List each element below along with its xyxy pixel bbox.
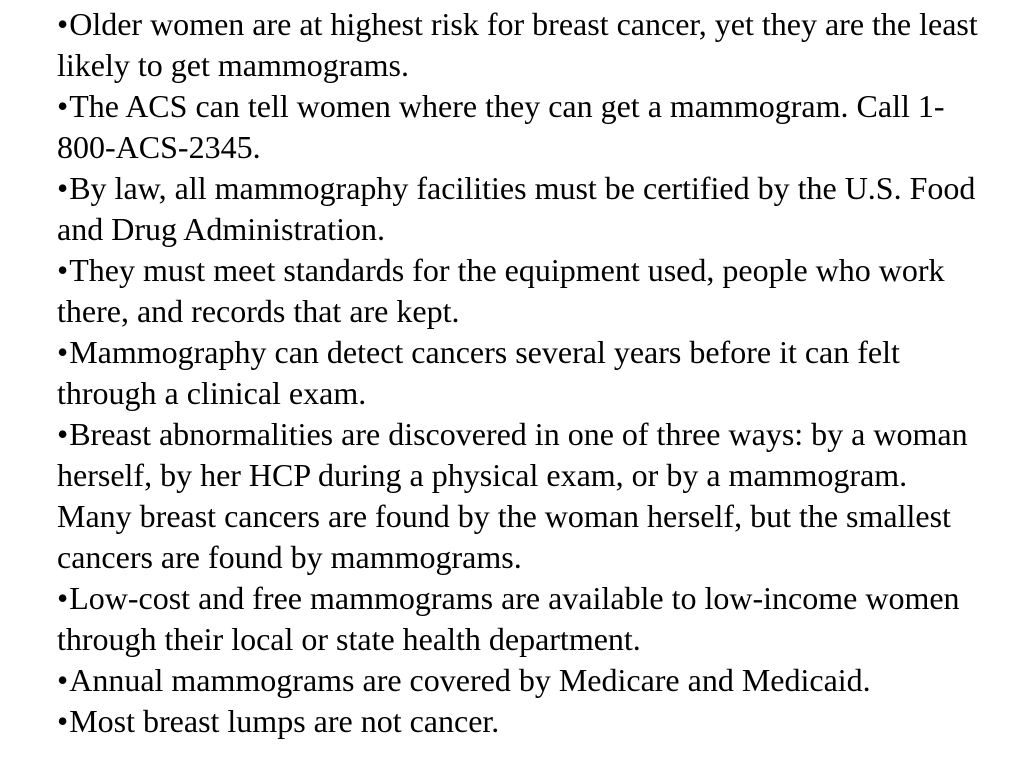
bullet-text: Most breast lumps are not cancer. (69, 703, 500, 739)
bullet-item (57, 4, 982, 86)
bullet-item (57, 168, 982, 250)
bullet-text: Low-cost and free mammograms are available to low-income women through their local or state health department. (57, 580, 960, 657)
bullet-text: Annual mammograms are covered by Medicare and Medicaid. (69, 662, 871, 698)
bullet-item (57, 86, 982, 168)
bullet-item (57, 332, 982, 414)
bullet-text: They must meet standards for the equipment used, people who work there, and records that are kept. (57, 252, 945, 329)
bullet-marker: • (57, 580, 69, 616)
bullet-marker: • (57, 334, 69, 370)
bullet-marker: • (57, 703, 69, 739)
bullet-item (57, 250, 982, 332)
bullet-text: Breast abnormalities are discovered in one of three ways: by a woman herself, by her HCP during a physical exam, or by a mammogram. Many breast cancers are found by the woman herself, but the smallest cancers are found by mammograms. (57, 416, 968, 575)
bullet-marker: • (57, 88, 69, 124)
bullet-text: By law, all mammography facilities must be certified by the U.S. Food and Drug Administration. (57, 170, 976, 247)
bullet-item (57, 701, 982, 742)
bullet-marker: • (57, 252, 69, 288)
bullet-text: Older women are at highest risk for breast cancer, yet they are the least likely to get mammograms. (57, 6, 978, 83)
bullet-list (57, 4, 982, 742)
bullet-marker: • (57, 170, 69, 206)
bullet-text: Mammography can detect cancers several years before it can felt through a clinical exam. (57, 334, 900, 411)
bullet-text: The ACS can tell women where they can get a mammogram. Call 1-800-ACS-2345. (57, 88, 945, 165)
bullet-marker: • (57, 662, 69, 698)
bullet-marker: • (57, 416, 69, 452)
bullet-item (57, 578, 982, 660)
bullet-item (57, 414, 982, 578)
bullet-item (57, 660, 982, 701)
bullet-marker: • (57, 6, 69, 42)
